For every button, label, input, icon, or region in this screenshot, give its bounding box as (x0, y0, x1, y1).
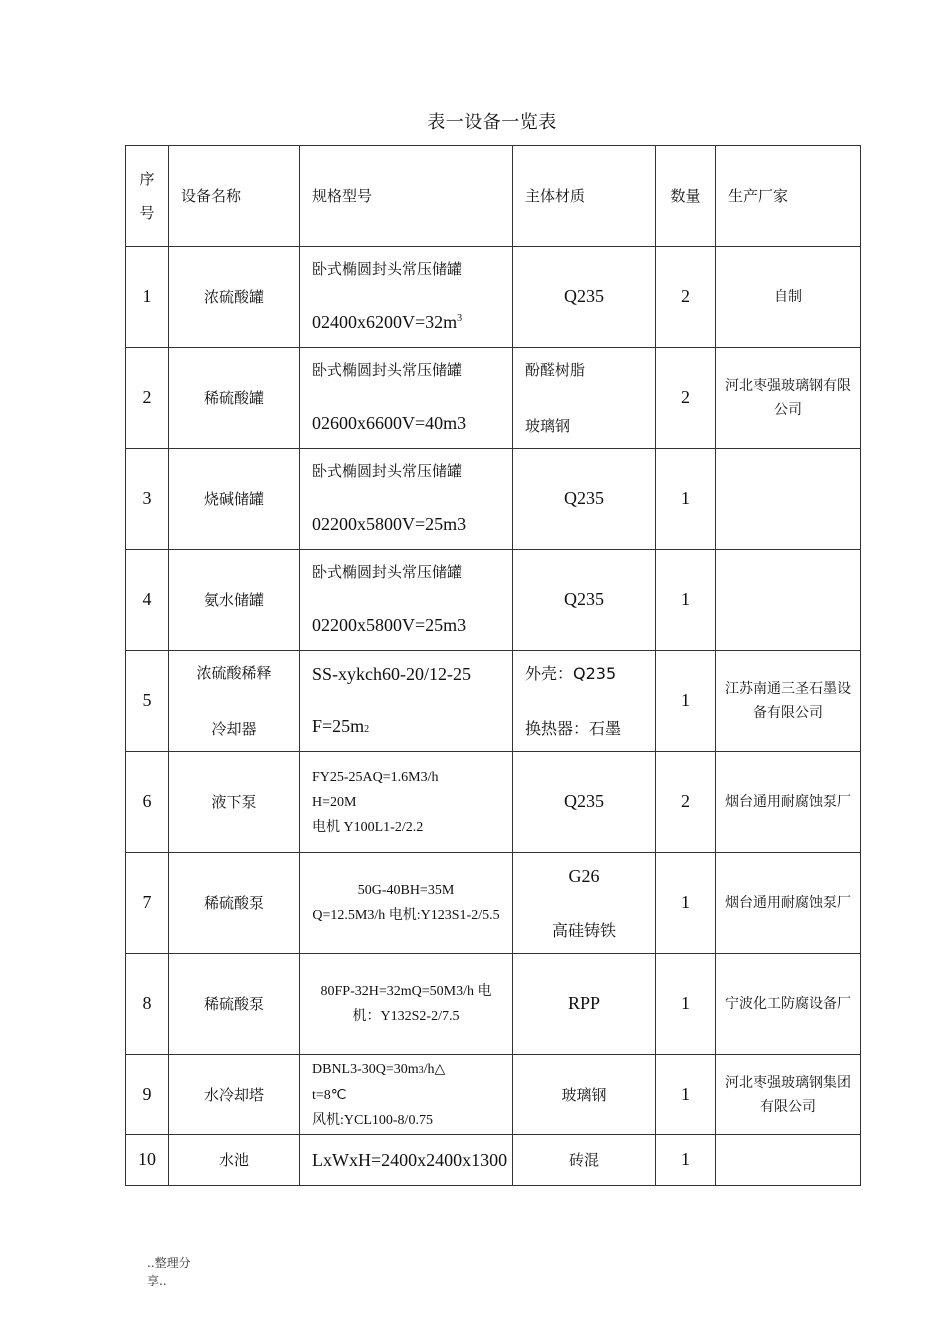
row-no: 5 (126, 651, 169, 752)
row-material (513, 853, 656, 954)
row-material: Q235 (513, 550, 656, 651)
spec-line: 50G-40BH=35M (357, 883, 455, 898)
material-line: 高硅铸铁 (551, 920, 616, 940)
row-qty: 1 (656, 1055, 716, 1135)
table-row (126, 449, 861, 550)
table-row (126, 954, 861, 1055)
row-material: Q235 (513, 752, 656, 853)
row-name (169, 651, 300, 752)
row-name: 稀硫酸泵 (169, 954, 300, 1055)
equipment-table (125, 145, 861, 1186)
row-qty: 1 (656, 550, 716, 651)
spec-line: t=8℃ (312, 1087, 347, 1103)
row-manufacturer (716, 550, 861, 651)
header-no-line1: 序 (139, 170, 155, 188)
row-name: 浓硫酸罐 (169, 247, 300, 348)
spec-subscript: 2 (364, 724, 370, 736)
spec-superscript: 3 (457, 313, 463, 325)
name-line: 冷却器 (211, 720, 257, 738)
spec-line: 风机:YCL100-8/0.75 (312, 1112, 433, 1128)
material-line: 换热器：石墨 (525, 718, 622, 738)
row-spec (300, 348, 513, 449)
spec-line: 电机 Y100L1-2/2.2 (312, 819, 424, 835)
row-no: 8 (126, 954, 169, 1055)
table-row (126, 853, 861, 954)
spec-line: 02200x5800V=25m3 (312, 514, 467, 535)
spec-line: Q=12.5M3/h 电机:Y123S1-2/5.5 (312, 908, 500, 923)
spec-line: 卧式椭圆封头常压储罐 (312, 361, 463, 379)
name-line: 浓硫酸稀释 (196, 664, 272, 682)
row-material: RPP (513, 954, 656, 1055)
row-spec (300, 853, 513, 954)
row-spec (300, 651, 513, 752)
spec-line (312, 312, 512, 334)
row-spec: LxWxH=2400x2400x1300 (300, 1135, 513, 1186)
row-no: 6 (126, 752, 169, 853)
table-row (126, 550, 861, 651)
row-no: 1 (126, 247, 169, 348)
row-manufacturer: 宁波化工防腐设备厂 (716, 954, 861, 1055)
spec-line: 02200x5800V=25m3 (312, 615, 467, 636)
footer-line: ..整理分 (147, 1256, 191, 1270)
row-qty: 2 (656, 752, 716, 853)
row-manufacturer: 江苏南通三圣石墨设备有限公司 (716, 651, 861, 752)
row-no: 2 (126, 348, 169, 449)
spec-line: 卧式椭圆封头常压储罐 (312, 563, 463, 581)
spec-line: SS-xykch60-20/12-25 (312, 664, 471, 684)
row-spec (300, 449, 513, 550)
spec-line: 卧式椭圆封头常压储罐 (312, 260, 463, 278)
row-material: Q235 (513, 449, 656, 550)
footer-note (147, 1254, 191, 1290)
spec-value-tail: /h△ (423, 1061, 446, 1077)
row-no: 10 (126, 1135, 169, 1186)
spec-line: H=20M (312, 794, 357, 810)
row-manufacturer: 烟台通用耐腐蚀泵厂 (716, 752, 861, 853)
row-spec (300, 247, 513, 348)
row-material (513, 348, 656, 449)
row-name: 水冷却塔 (169, 1055, 300, 1135)
table-row (126, 1135, 861, 1186)
row-name: 稀硫酸泵 (169, 853, 300, 954)
spec-line (312, 1057, 512, 1083)
table-row (126, 348, 861, 449)
row-no: 9 (126, 1055, 169, 1135)
row-manufacturer (716, 449, 861, 550)
spec-line: 卧式椭圆封头常压储罐 (312, 462, 463, 480)
row-material: Q235 (513, 247, 656, 348)
row-manufacturer: 河北枣强玻璃钢有限公司 (716, 348, 861, 449)
row-name: 水池 (169, 1135, 300, 1186)
row-spec (300, 752, 513, 853)
header-spec: 规格型号 (300, 146, 513, 247)
material-line: G26 (568, 866, 600, 886)
spec-line: FY25-25AQ=1.6M3/h (312, 769, 439, 785)
footer-line: 享.. (147, 1274, 167, 1288)
row-spec: 80FP-32H=32mQ=50M3/h 电机：Y132S2-2/7.5 (300, 954, 513, 1055)
header-no-line2: 号 (139, 204, 155, 222)
row-qty: 1 (656, 1135, 716, 1186)
row-qty: 2 (656, 348, 716, 449)
spec-value: DBNL3-30Q=30m (312, 1061, 419, 1077)
table-row (126, 651, 861, 752)
spec-line (312, 716, 512, 738)
material-line: 玻璃钢 (525, 417, 571, 435)
row-material (513, 651, 656, 752)
row-manufacturer: 自制 (716, 247, 861, 348)
spec-subscript: 3 (418, 1064, 424, 1076)
header-manufacturer: 生产厂家 (716, 146, 861, 247)
header-qty: 数量 (656, 146, 716, 247)
row-manufacturer: 烟台通用耐腐蚀泵厂 (716, 853, 861, 954)
header-material: 主体材质 (513, 146, 656, 247)
row-manufacturer (716, 1135, 861, 1186)
table-row (126, 247, 861, 348)
row-spec (300, 1055, 513, 1135)
row-material: 砖混 (513, 1135, 656, 1186)
row-spec (300, 550, 513, 651)
row-material: 玻璃钢 (513, 1055, 656, 1135)
row-name: 氨水储罐 (169, 550, 300, 651)
row-manufacturer: 河北枣强玻璃钢集团有限公司 (716, 1055, 861, 1135)
row-qty: 1 (656, 449, 716, 550)
table-header-row (126, 146, 861, 247)
row-qty: 1 (656, 954, 716, 1055)
spec-line: 02600x6600V=40m3 (312, 413, 467, 434)
material-line: 酚醛树脂 (525, 361, 586, 379)
header-no (126, 146, 169, 247)
table-row (126, 1055, 861, 1135)
row-qty: 1 (656, 651, 716, 752)
row-name: 烧碱储罐 (169, 449, 300, 550)
header-name: 设备名称 (169, 146, 300, 247)
row-qty: 2 (656, 247, 716, 348)
page-title: 表一设备一览表 (427, 112, 557, 133)
spec-value: 02400x6200V=32m (312, 312, 458, 333)
material-line: 外壳：Q235 (525, 664, 617, 683)
table-row (126, 752, 861, 853)
row-no: 4 (126, 550, 169, 651)
row-qty: 1 (656, 853, 716, 954)
row-name: 稀硫酸罐 (169, 348, 300, 449)
spec-value: F=25m (312, 716, 365, 737)
row-name: 液下泵 (169, 752, 300, 853)
row-no: 7 (126, 853, 169, 954)
row-no: 3 (126, 449, 169, 550)
